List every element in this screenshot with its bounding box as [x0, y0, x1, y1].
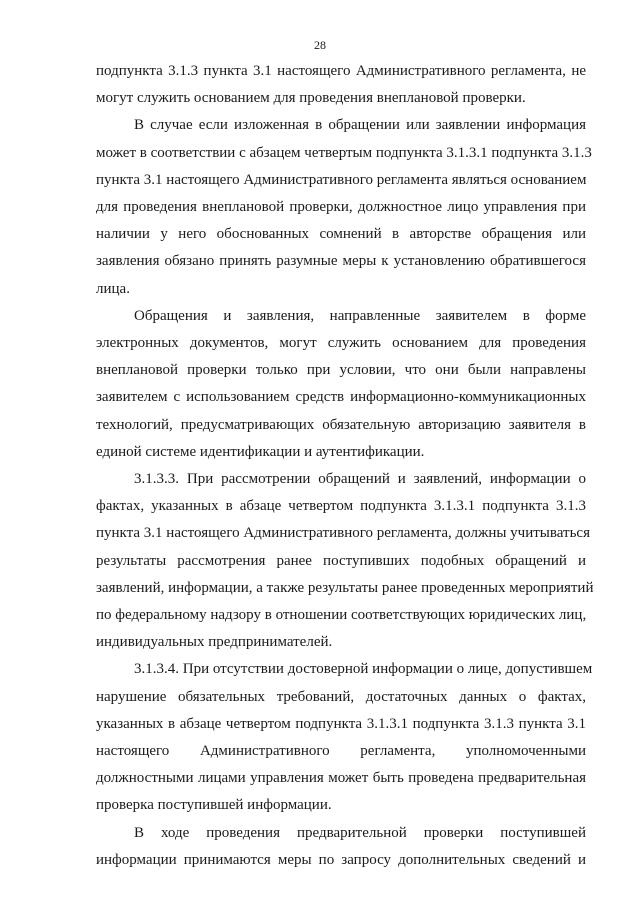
text-line: лица.: [96, 280, 130, 297]
text-line: 3.1.3.3. При рассмотрении обращений и заявлений, информации о: [134, 471, 586, 488]
paragraph: [96, 58, 586, 112]
document-body: [96, 58, 594, 874]
text-line: электронных документов, могут служить основанием для проведения: [96, 335, 586, 352]
text-line: единой системе идентификации и аутентификации.: [96, 443, 425, 460]
text-line: В случае если изложенная в обращении или заявлении информация: [134, 117, 586, 134]
text-line: заявлений, информации, а также результаты ранее проведенных мероприятий: [96, 579, 594, 596]
text-line: подпункта 3.1.3 пункта 3.1 настоящего Административного регламента, не: [96, 63, 586, 79]
paragraph: [96, 466, 594, 656]
page-number: 28: [314, 38, 326, 52]
text-line: индивидуальных предпринимателей.: [96, 634, 333, 651]
paragraph: [96, 303, 586, 466]
paragraph: [96, 112, 592, 302]
text-line: по федеральному надзору в отношении соответствующих юридических лиц,: [96, 607, 587, 624]
text-line: могут служить основанием для проведения внеплановой проверки.: [96, 90, 526, 107]
text-line: указанных в абзаце четвертом подпункта 3.1.3.1 подпункта 3.1.3 пункта 3.1: [96, 715, 586, 732]
text-line: наличии у него обоснованных сомнений в авторстве обращения или: [96, 226, 586, 243]
text-line: может в соответствии с абзацем четвертым подпункта 3.1.3.1 подпункта 3.1.3: [96, 144, 592, 161]
text-line: пункта 3.1 настоящего Административного регламента, должны учитываться: [96, 525, 590, 542]
text-line: для проведения внеплановой проверки, должностное лицо управления при: [96, 199, 586, 216]
text-line: заявителем с использованием средств информационно-коммуникационных: [96, 389, 586, 406]
text-line: Обращения и заявления, направленные заявителем в форме: [134, 307, 586, 324]
text-line: информации принимаются меры по запросу дополнительных сведений и: [96, 851, 586, 868]
text-line: 3.1.3.4. При отсутствии достоверной информации о лице, допустившем: [134, 661, 593, 678]
paragraph: [96, 656, 593, 819]
text-line: нарушение обязательных требований, достаточных данных о фактах,: [96, 688, 586, 705]
text-line: настоящего Административного регламента, уполномоченными: [96, 743, 586, 760]
text-line: фактах, указанных в абзаце четвертом подпункта 3.1.3.1 подпункта 3.1.3: [96, 498, 586, 515]
text-line: проверка поступившей информации.: [96, 797, 332, 814]
text-line: пункта 3.1 настоящего Административного регламента являться основанием: [96, 171, 587, 188]
text-line: заявления обязано принять разумные меры к установлению обратившегося: [96, 253, 586, 270]
text-line: результаты рассмотрения ранее поступивших подобных обращений и: [96, 552, 586, 569]
text-line: В ходе проведения предварительной проверки поступившей: [134, 824, 586, 841]
text-line: технологий, предусматривающих обязательную авторизацию заявителя в: [96, 416, 586, 433]
paragraph: [96, 820, 586, 874]
text-line: внеплановой проверки только при условии, что они были направлены: [96, 362, 586, 379]
text-line: должностными лицами управления может быть проведена предварительная: [96, 770, 586, 787]
